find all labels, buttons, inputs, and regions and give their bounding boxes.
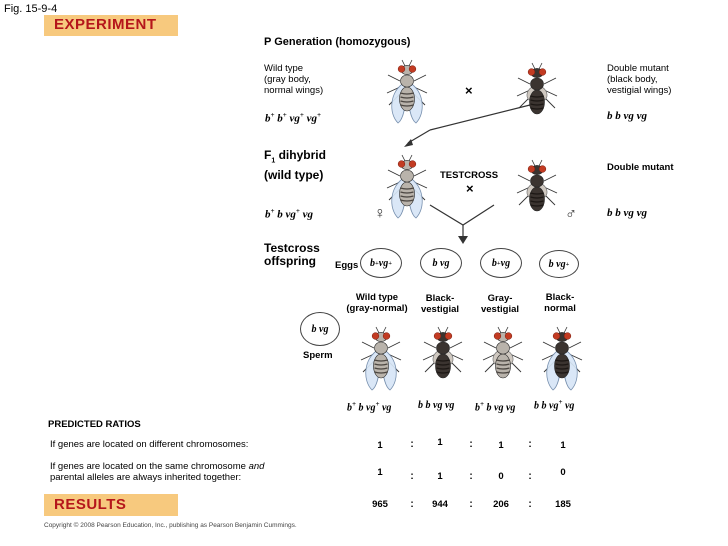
ratio-value: 1	[560, 440, 566, 451]
result-count: 944	[432, 499, 448, 510]
double-mutant-genotype: b b vg vg	[607, 110, 648, 122]
phenotype-label: Gray- vestigial	[480, 293, 520, 315]
phenotype-label: Black- normal	[544, 292, 576, 314]
ratio-value: 1	[437, 471, 443, 482]
ratio-value: 1	[377, 467, 383, 478]
result-count: 185	[555, 499, 571, 510]
ratio-value: 1	[498, 440, 504, 451]
ratio-separator: :	[528, 471, 532, 482]
f1-title: $F_1$ dihybrid (wild type)	[264, 148, 326, 183]
testcross-arrowhead	[458, 236, 468, 244]
ratio-separator: :	[469, 471, 473, 482]
ratio-separator: :	[410, 471, 414, 482]
offspring-genotype: b b vg vg	[418, 400, 455, 411]
phenotype-label: Black- vestigial	[420, 293, 460, 315]
ratio-separator: :	[410, 439, 414, 450]
eggs-label: Eggs	[335, 260, 359, 271]
predicted-ratios-title: PREDICTED RATIOS	[48, 419, 141, 430]
fly-offspring-black-vestigial	[418, 322, 468, 392]
results-banner: RESULTS	[44, 494, 178, 516]
figure-label: Fig. 15-9-4	[4, 3, 58, 15]
sperm-label: Sperm	[303, 350, 333, 361]
wild-type-description: Wild type (gray body, normal wings)	[264, 63, 324, 96]
egg-circle: b vg	[420, 248, 462, 278]
ratio-separator: :	[528, 499, 532, 510]
f1-double-mutant-label: Double mutant	[607, 162, 674, 173]
fly-offspring-gray-vestigial	[478, 322, 528, 392]
ratio-value: 1	[377, 440, 383, 451]
double-mutant-description: Double mutant (black body, vestigial wings)	[607, 63, 672, 96]
offspring-genotype: b+ b vg+ vg	[347, 400, 392, 414]
ratio-separator: :	[410, 499, 414, 510]
fly-double-mutant-p	[512, 58, 562, 128]
ratio-value: 0	[560, 467, 566, 478]
ratio-separator: :	[469, 439, 473, 450]
result-count: 206	[493, 499, 509, 510]
p-generation-title: P Generation (homozygous)	[264, 36, 411, 48]
ratio-value: 0	[498, 471, 504, 482]
fly-offspring-gray-normal	[356, 318, 406, 396]
experiment-banner: EXPERIMENT	[44, 15, 178, 36]
p-cross-arrowhead	[404, 139, 413, 147]
fly-wild-type-p	[382, 55, 432, 125]
female-symbol: ♀	[374, 205, 386, 222]
wild-type-genotype: b+ b+ vg+ vg+	[265, 111, 322, 125]
egg-circle: b + vg	[480, 248, 522, 278]
ratio-separator: :	[469, 499, 473, 510]
f1-double-mutant-genotype: b b vg vg	[607, 207, 648, 219]
p-cross-line	[408, 130, 430, 143]
egg-circle: b vg +	[539, 250, 579, 278]
different-chromosomes-label: If genes are located on different chromosomes:	[50, 439, 249, 450]
egg-circle: b + vg +	[360, 248, 402, 278]
fly-f1-wild-type	[382, 150, 432, 220]
male-symbol: ♂	[565, 206, 577, 223]
ratio-separator: :	[528, 439, 532, 450]
ratio-value: 1	[437, 437, 443, 448]
sperm-circle: b vg	[300, 312, 340, 346]
phenotype-label: Wild type (gray-normal)	[346, 292, 408, 314]
offspring-genotype: b b vg+ vg	[534, 398, 575, 412]
offspring-genotype: b+ b vg vg	[475, 400, 516, 414]
fly-f1-double-mutant	[512, 155, 562, 225]
copyright-notice: Copyright © 2008 Pearson Education, Inc., publishing as Pearson Benjamin Cummings.	[44, 522, 297, 529]
result-count: 965	[372, 499, 388, 510]
f1-genotype: b+ b vg+ vg	[265, 207, 314, 221]
testcross-line	[430, 205, 494, 225]
testcross-label: TESTCROSS	[440, 170, 499, 181]
fly-offspring-black-normal	[537, 318, 587, 396]
testcross-offspring-title: Testcross offspring	[264, 241, 320, 268]
p-cross-symbol: ×	[465, 83, 473, 98]
testcross-symbol: ×	[466, 181, 474, 196]
same-chromosome-label: If genes are located on the same chromosome and parental alleles are always inherited together:	[50, 461, 265, 483]
